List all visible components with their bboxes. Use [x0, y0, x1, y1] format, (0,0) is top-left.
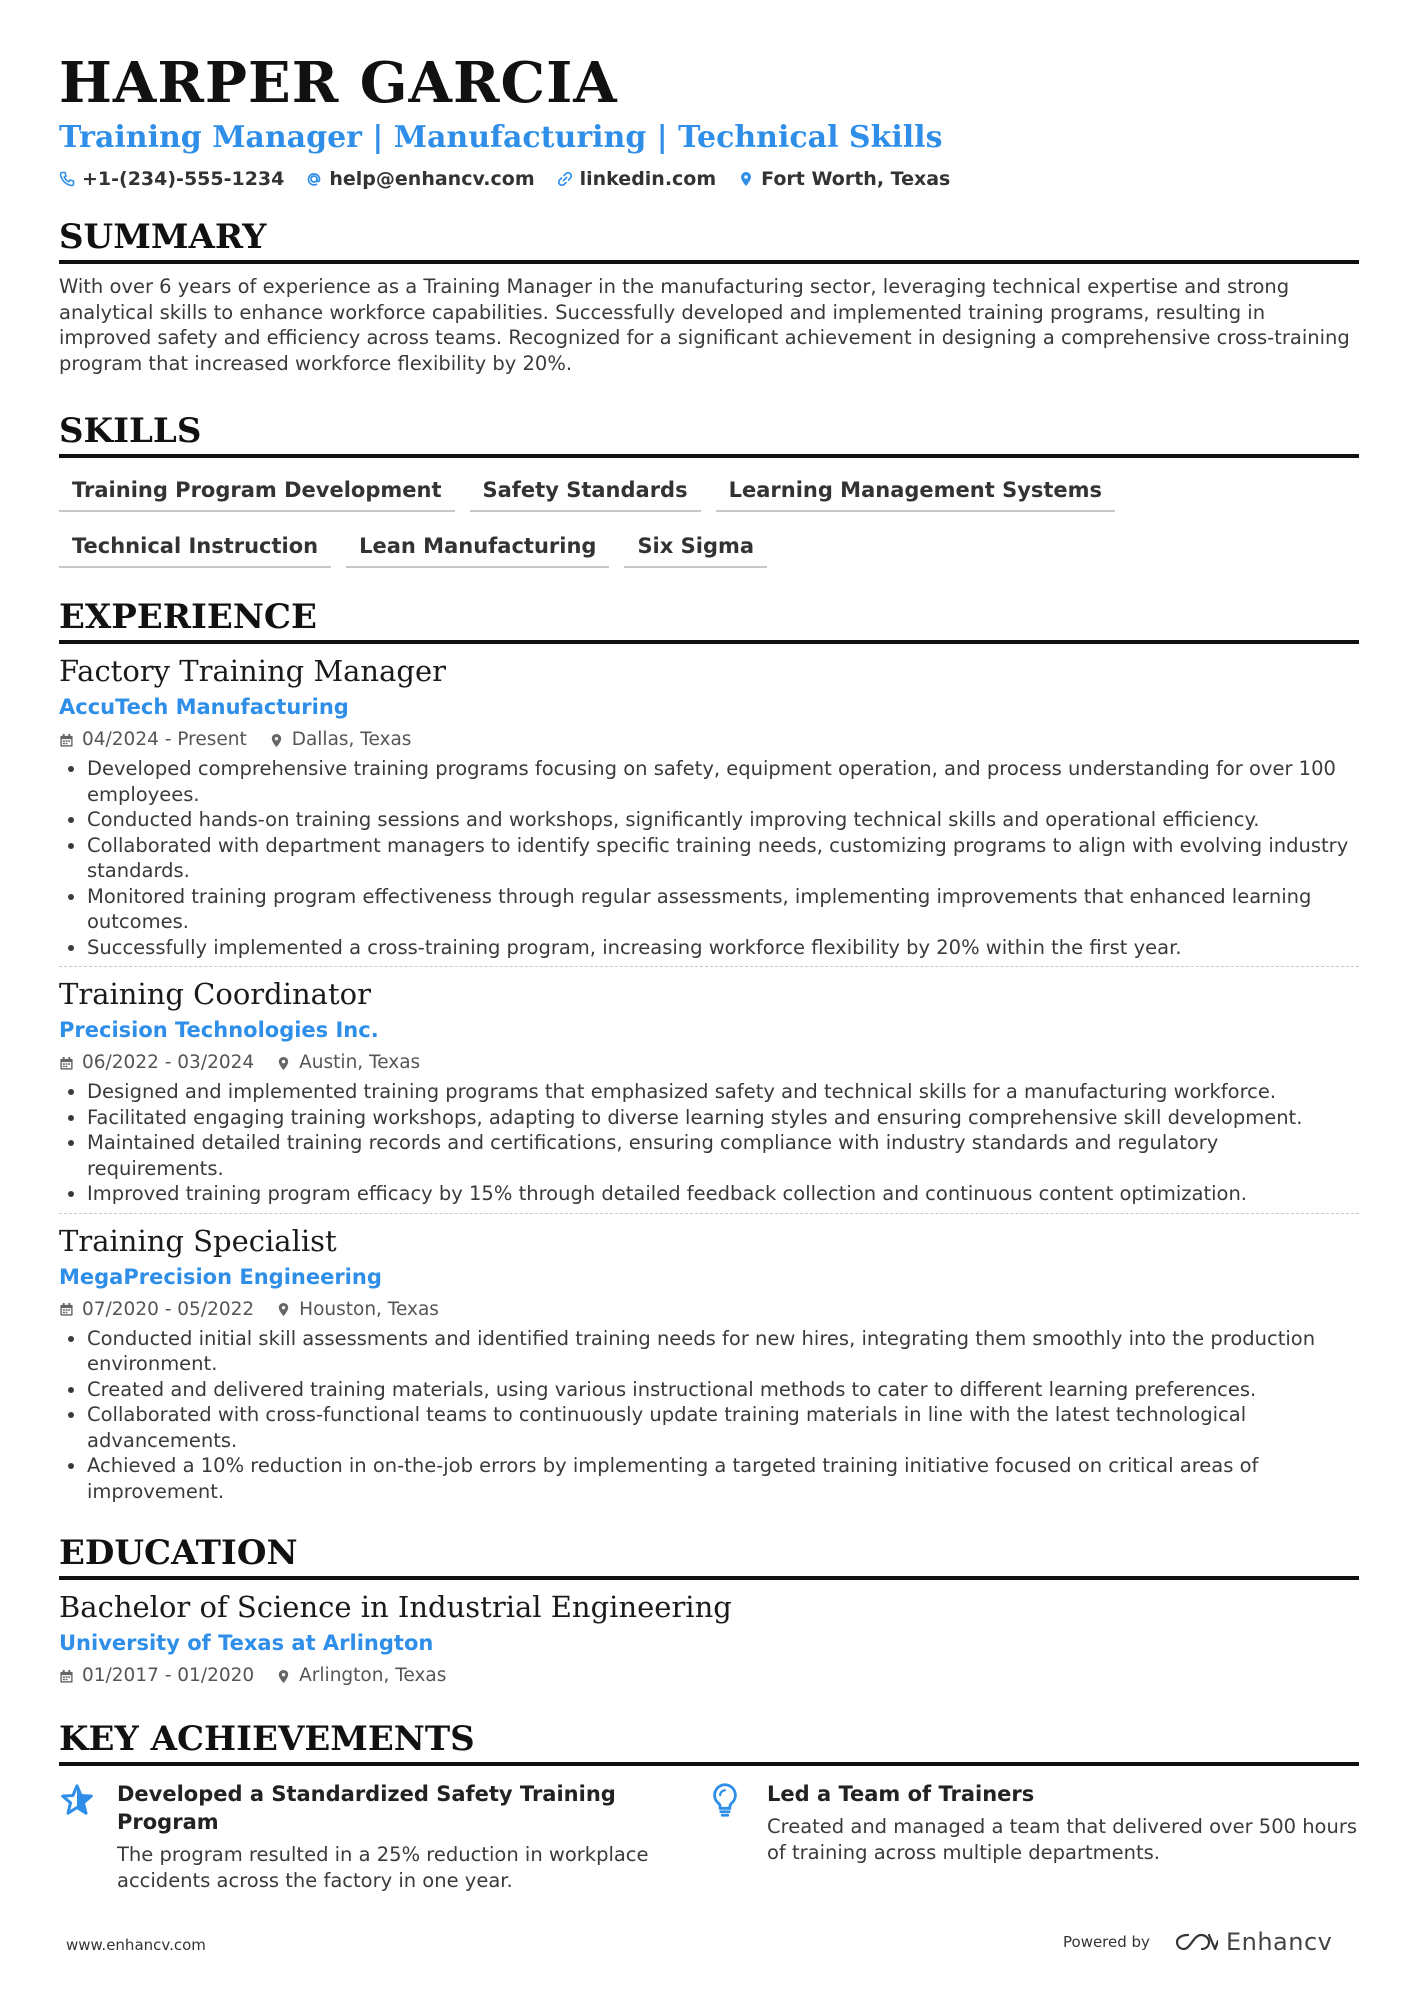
- bullet-item: • Conducted hands-on training sessions and workshops, significantly improving technical skills and operational efficiency.: [87, 807, 1359, 833]
- job-dates: [59, 1051, 254, 1075]
- enhancv-logo-icon: [1174, 1931, 1218, 1953]
- job-location: [276, 1051, 420, 1075]
- resume-page: [59, 50, 1359, 1893]
- job-bullets: [59, 1326, 1359, 1505]
- skill-tag: Lean Manufacturing: [346, 526, 609, 568]
- bullet-item: • Conducted initial skill assessments and identified training needs for new hires, integrating them smoothly into the production environment.: [87, 1326, 1359, 1377]
- job-location: [276, 1298, 439, 1322]
- bullet-item: • Collaborated with department managers to identify specific training needs, customizing programs to align with evolving industry standards.: [87, 833, 1359, 884]
- candidate-name: HARPER GARCIA: [59, 50, 618, 116]
- location-pin-icon: [269, 733, 284, 748]
- achievement-item: [59, 1780, 709, 1893]
- job-dates: [59, 728, 247, 752]
- skill-tag: Training Program Development: [59, 470, 455, 512]
- skills-heading: SKILLS: [59, 410, 1359, 458]
- contact-linkedin[interactable]: [557, 168, 717, 190]
- star-icon-wrap: [59, 1780, 101, 1893]
- location-text: Arlington, Texas: [299, 1665, 447, 1686]
- linkedin-text: linkedin.com: [579, 168, 717, 190]
- location-text: Houston, Texas: [299, 1298, 439, 1320]
- powered-by-label: Powered by: [1063, 1933, 1150, 1951]
- school-name[interactable]: University of Texas at Arlington: [59, 1631, 434, 1655]
- bullet-item: • Collaborated with cross-functional teams to continuously update training materials in line with the latest technological advancements.: [87, 1402, 1359, 1453]
- location-pin-icon: [276, 1056, 291, 1071]
- star-icon: [59, 1782, 95, 1818]
- bullet-item: • Achieved a 10% reduction in on-the-job errors by implementing a targeted training initiative focused on critical areas of improvement.: [87, 1453, 1359, 1504]
- email-text: help@enhancv.com: [329, 168, 535, 190]
- skills-list: [59, 470, 1359, 568]
- job-dates: [59, 1298, 254, 1322]
- job-bullets: [59, 1079, 1359, 1207]
- education-heading: EDUCATION: [59, 1532, 1359, 1580]
- location-text: Dallas, Texas: [291, 729, 412, 750]
- location-text: Fort Worth, Texas: [761, 168, 951, 190]
- job-entry: [59, 1222, 1359, 1505]
- company-name[interactable]: AccuTech Manufacturing: [59, 695, 349, 719]
- bullet-item: • Improved training program efficacy by 15% through detailed feedback collection and continuous content optimization.: [87, 1181, 1359, 1207]
- calendar-icon: [59, 1302, 74, 1317]
- achievement-desc: The program resulted in a 25% reduction in workplace accidents across the factory in one year.: [117, 1843, 649, 1892]
- phone-text: +1-(234)-555-1234: [82, 168, 285, 190]
- brand-name: Enhancv: [1225, 1928, 1333, 1956]
- achievements-heading: KEY ACHIEVEMENTS: [59, 1718, 1359, 1766]
- bullet-item: • Facilitated engaging training workshops, adapting to diverse learning styles and ensuring comprehensive skill development.: [87, 1105, 1359, 1131]
- education-entry: [59, 1588, 1359, 1688]
- job-divider: [59, 1213, 1359, 1214]
- job-meta: [59, 728, 1359, 752]
- skill-tag: Learning Management Systems: [716, 470, 1115, 512]
- at-icon: [306, 171, 322, 187]
- calendar-icon: [59, 733, 74, 748]
- location-pin-icon: [276, 1302, 291, 1317]
- job-title: Training Coordinator: [59, 977, 371, 1011]
- achievements-grid: [59, 1780, 1359, 1893]
- footer-website[interactable]: www.enhancv.com: [66, 1936, 206, 1954]
- summary-text: With over 6 years of experience as a Training Manager in the manufacturing sector, leveraging technical expertise and strong analytical skills to enhance workforce capabilities. Successfully developed and implemented training programs, resulting in improved safety and efficiency across teams. Recognized for a significant achievement in designing a comprehensive cross-training program that increased workforce flexibility by 20%.: [59, 275, 1350, 375]
- education-dates: [59, 1664, 254, 1688]
- achievement-title: Led a Team of Trainers: [767, 1782, 1035, 1806]
- company-name[interactable]: MegaPrecision Engineering: [59, 1264, 382, 1289]
- contact-email[interactable]: [306, 168, 534, 190]
- link-icon: [557, 171, 573, 187]
- job-meta: [59, 1298, 1359, 1322]
- skill-tag: Safety Standards: [470, 470, 701, 512]
- contact-row: [59, 168, 1359, 190]
- degree-title: Bachelor of Science in Industrial Engineering: [59, 1590, 732, 1624]
- dates-text: 04/2024 - Present: [82, 729, 247, 750]
- job-entry: [59, 975, 1359, 1214]
- achievement-title: Developed a Standardized Safety Training Program: [117, 1782, 616, 1834]
- bullet-item: • Designed and implemented training programs that emphasized safety and technical skills for a manufacturing workforce.: [87, 1079, 1359, 1105]
- contact-phone[interactable]: [59, 168, 284, 190]
- education-meta: [59, 1664, 1359, 1688]
- bullet-item: • Successfully implemented a cross-training program, increasing workforce flexibility by 20% within the first year.: [87, 935, 1359, 961]
- bullet-item: • Maintained detailed training records and certifications, ensuring compliance with industry standards and regulatory requirements.: [87, 1130, 1359, 1181]
- job-entry: [59, 652, 1359, 967]
- dates-text: 06/2022 - 03/2024: [82, 1052, 255, 1073]
- location-pin-icon: [738, 171, 754, 187]
- dates-text: 07/2020 - 05/2022: [82, 1298, 255, 1320]
- calendar-icon: [59, 1056, 74, 1071]
- phone-icon: [59, 171, 75, 187]
- location-pin-icon: [276, 1669, 291, 1684]
- headline: Training Manager | Manufacturing | Technical Skills: [59, 120, 943, 155]
- job-location: [269, 728, 412, 752]
- achievement-desc: Created and managed a team that delivered over 500 hours of training across multiple departments.: [767, 1815, 1358, 1864]
- dates-text: 01/2017 - 01/2020: [82, 1665, 255, 1686]
- job-meta: [59, 1051, 1359, 1075]
- bullet-item: • Created and delivered training materials, using various instructional methods to cater to different learning preferences.: [87, 1377, 1359, 1403]
- job-title: Factory Training Manager: [59, 654, 446, 688]
- summary-heading: SUMMARY: [59, 216, 1359, 264]
- enhancv-logo[interactable]: [1174, 1928, 1332, 1956]
- experience-heading: EXPERIENCE: [59, 596, 1359, 644]
- skill-tag: Technical Instruction: [59, 526, 331, 568]
- footer-branding: [1063, 1928, 1332, 1956]
- calendar-icon: [59, 1669, 74, 1684]
- skill-tag: Six Sigma: [624, 526, 767, 568]
- job-title: Training Specialist: [59, 1223, 337, 1258]
- location-text: Austin, Texas: [299, 1052, 421, 1073]
- bullet-item: • Monitored training program effectiveness through regular assessments, implementing improvements that enhanced learning outcomes.: [87, 884, 1359, 935]
- company-name[interactable]: Precision Technologies Inc.: [59, 1018, 379, 1042]
- contact-location: [738, 168, 950, 190]
- lightbulb-icon: [709, 1782, 741, 1818]
- achievement-item: [709, 1780, 1359, 1893]
- lightbulb-icon-wrap: [709, 1780, 751, 1893]
- job-divider: [59, 966, 1359, 967]
- job-bullets: [59, 756, 1359, 960]
- education-location: [276, 1664, 446, 1688]
- bullet-item: • Developed comprehensive training programs focusing on safety, equipment operation, and process understanding for over 100 employees.: [87, 756, 1359, 807]
